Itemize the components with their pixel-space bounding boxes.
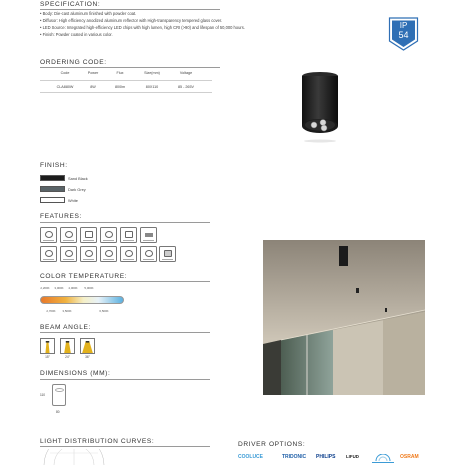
no-uv-icon xyxy=(120,227,137,243)
ct-label-3000: 3,000K xyxy=(54,286,64,290)
product-downlight-image xyxy=(290,68,350,148)
spec-item-led-source: • LED Source: Integrated high-efficiency LED chips with high lumen, high CRI (>90) and lifespan of 50,000 hours. xyxy=(40,25,245,30)
specification-list xyxy=(40,10,245,38)
specification-heading: SPECIFICATION: xyxy=(40,1,101,8)
warranty-icon xyxy=(40,227,57,243)
ordering-header-code: Code xyxy=(60,71,70,75)
ordering-header-divider xyxy=(40,80,212,81)
light-distribution-heading: LIGHT DISTRIBUTION CURVES: xyxy=(40,438,155,445)
finish-swatch-dark-grey xyxy=(40,186,65,192)
a-plus-icon xyxy=(140,227,157,243)
dimmable-icon xyxy=(40,246,57,262)
features-rule xyxy=(40,222,210,223)
ordering-header-size: Size(mm) xyxy=(144,71,160,75)
beam-24-diagram xyxy=(60,338,75,354)
finish-label-sand-black: Sand Black xyxy=(68,175,88,181)
ct-label-5000: 5,000K xyxy=(84,286,94,290)
installation-photo xyxy=(263,240,425,395)
beam-36-diagram xyxy=(80,338,95,354)
finish-swatch-white xyxy=(40,197,65,203)
ordering-heading: ORDERING CODE: xyxy=(40,59,107,66)
driver-logo-cooluce: COOLUCE xyxy=(238,454,263,460)
ordering-header-voltage: Voltage xyxy=(179,71,193,75)
ordering-cell-flux: 800lm xyxy=(114,85,126,89)
ct-label-2200: 2,200K xyxy=(40,286,50,290)
ordering-cell-code: CLA880W xyxy=(56,85,74,89)
lamp-icon xyxy=(60,227,77,243)
driver-logo-osram: OSRAM xyxy=(400,454,419,460)
finish-heading: FINISH: xyxy=(40,162,68,169)
driver-options-heading: DRIVER OPTIONS: xyxy=(238,441,306,448)
beam-24-label: 24° xyxy=(65,355,70,359)
dimensions-heading: DIMENSIONS (MM): xyxy=(40,370,111,377)
ip-value: 54 xyxy=(398,30,409,40)
dimensions-rule xyxy=(40,379,210,380)
driver-logo-sunrise xyxy=(370,451,396,461)
installation-photo-image xyxy=(263,240,425,395)
heat-sink-icon xyxy=(159,246,176,262)
flicker-free-icon xyxy=(100,246,117,262)
ct-label-4000: 4,000K xyxy=(68,286,78,290)
product-image xyxy=(290,68,350,148)
ordering-rule xyxy=(40,67,220,68)
sunrise-logo-icon xyxy=(370,454,396,464)
ordering-header-flux: Flux xyxy=(116,71,124,75)
dimension-width: 80 xyxy=(56,410,60,414)
finish-label-white: White xyxy=(68,197,78,203)
spec-item-body: • Body: Die-cast aluminum finished with powder coat. xyxy=(40,11,137,16)
beam-15-label: 15° xyxy=(45,355,50,359)
spec-item-diffusor: • Diffusor: High efficiency anodized aluminum reflector with High-transparency tempered glass cover. xyxy=(40,18,223,23)
driver-logo-tridonic: TRIDONIC xyxy=(282,454,307,460)
rotation-icon xyxy=(80,246,97,262)
ordering-header-power: Power xyxy=(87,71,99,75)
ordering-cell-voltage: 85 - 265V xyxy=(178,85,194,89)
ip-label: IP xyxy=(399,21,408,30)
features-heading: FEATURES: xyxy=(40,213,82,220)
ip-icon xyxy=(140,246,157,262)
polar-curve-icon xyxy=(40,449,108,465)
finish-label-dark-grey: Dark Grey xyxy=(68,186,86,192)
light-distribution-chart xyxy=(40,449,108,465)
dimension-height: 110 xyxy=(40,393,46,397)
efficiency-icon xyxy=(120,246,137,262)
ip-rating-badge xyxy=(388,16,419,52)
ordering-row-divider xyxy=(40,92,212,93)
ct-label-3500: 3,500K xyxy=(62,309,72,313)
ct-label-6500: 6,500K xyxy=(99,309,109,313)
color-temperature-heading: COLOR TEMPERATURE: xyxy=(40,273,128,280)
beam-24-cone-icon xyxy=(61,341,74,354)
color-temperature-rule xyxy=(40,281,210,282)
ct-label-2700: 2,700K xyxy=(46,309,56,313)
beam-36-cone-icon xyxy=(81,341,94,354)
driver-logo-lifud: LIFUD xyxy=(346,454,359,459)
beam-15-diagram xyxy=(40,338,55,354)
spec-item-finish: • Finish: Powder coated in various color. xyxy=(40,32,113,37)
lifespan-icon xyxy=(100,227,117,243)
beam-angle-rule xyxy=(40,332,210,333)
color-temperature-scale xyxy=(40,296,124,304)
beam-icon xyxy=(60,246,77,262)
cri-icon xyxy=(80,227,97,243)
beam-angle-heading: BEAM ANGLE: xyxy=(40,324,91,331)
ordering-cell-size: 80X110 xyxy=(145,85,159,89)
light-distribution-rule xyxy=(40,446,210,447)
driver-logo-philips: PHILIPS xyxy=(316,454,336,460)
ordering-cell-power: 8W xyxy=(90,85,96,89)
dimension-drawing xyxy=(52,384,66,406)
beam-15-cone-icon xyxy=(41,341,54,354)
finish-swatch-sand-black xyxy=(40,175,65,181)
beam-36-label: 36° xyxy=(85,355,90,359)
